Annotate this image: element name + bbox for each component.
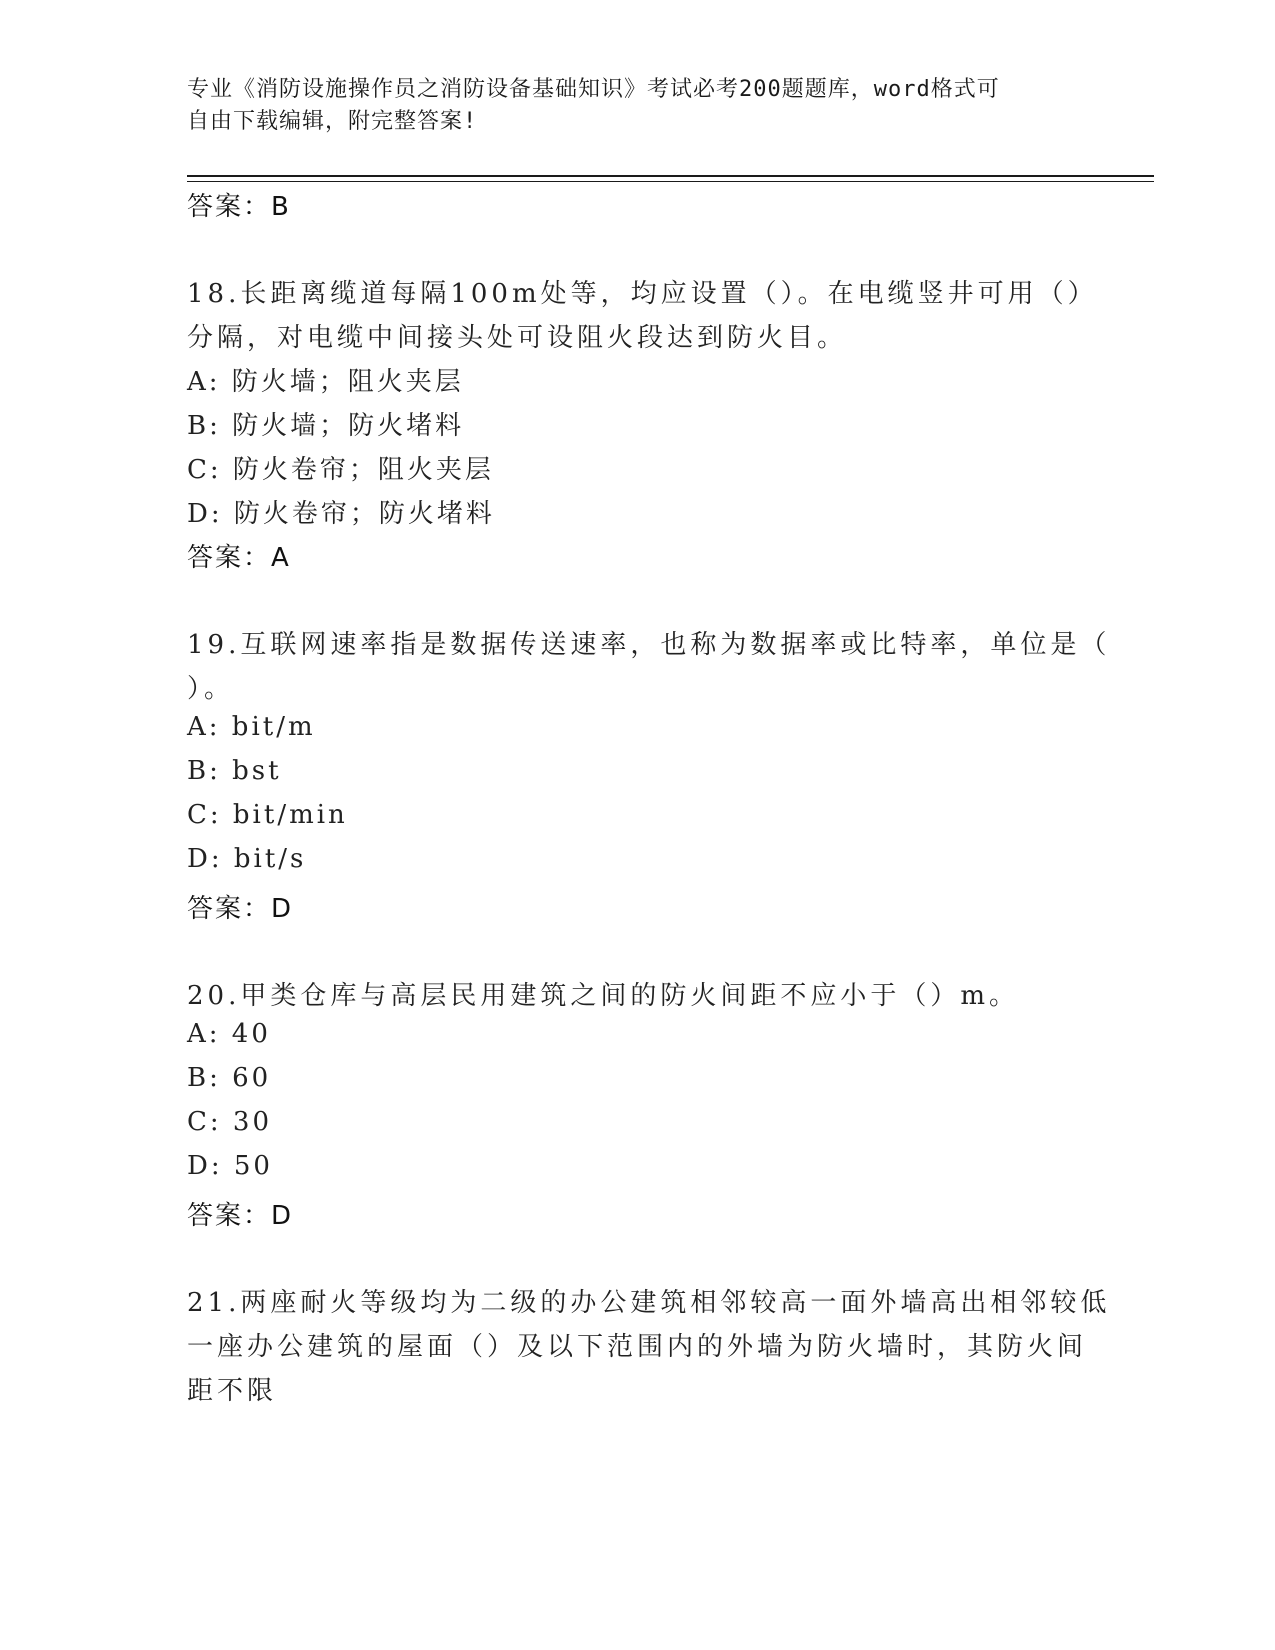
question-19-option-c: C: bit/min xyxy=(187,800,348,830)
header-line-1: 专业《消防设施操作员之消防设备基础知识》考试必考200题题库，word格式可 xyxy=(187,77,1000,102)
question-20-option-c: C: 30 xyxy=(187,1107,273,1137)
header-line-2: 自由下载编辑，附完整答案! xyxy=(187,109,478,134)
question-18-answer: 答案：A xyxy=(187,543,291,573)
question-18-option-b: B: 防火墙；防火堵料 xyxy=(187,411,465,441)
question-19-line-1: 19.互联网速率指是数据传送速率，也称为数据率或比特率，单位是（ xyxy=(187,630,1111,660)
question-18-option-c: C: 防火卷帘；阻火夹层 xyxy=(187,455,494,485)
question-19-line-2: ）。 xyxy=(187,674,235,704)
question-18-option-a: A: 防火墙；阻火夹层 xyxy=(187,367,464,397)
question-20-option-b: B: 60 xyxy=(187,1063,272,1093)
question-19-answer: 答案：D xyxy=(187,894,294,924)
header-divider-thin xyxy=(187,181,1154,182)
question-18-line-1: 18.长距离缆道每隔100m处等，均应设置（）。在电缆竖井可用（） xyxy=(187,279,1098,309)
question-21-line-1: 21.两座耐火等级均为二级的办公建筑相邻较高一面外墙高出相邻较低 xyxy=(187,1288,1111,1318)
question-19-option-b: B: bst xyxy=(187,756,282,786)
question-21-line-3: 距不限 xyxy=(187,1376,278,1406)
header-divider-thick xyxy=(187,175,1154,177)
previous-answer: 答案：B xyxy=(187,192,291,222)
question-18-line-2: 分隔，对电缆中间接头处可设阻火段达到防火目。 xyxy=(187,323,848,353)
question-20-line-1: 20.甲类仓库与高层民用建筑之间的防火间距不应小于（）m。 xyxy=(187,981,1020,1011)
question-21-line-2: 一座办公建筑的屋面（）及以下范围内的外墙为防火墙时，其防火间 xyxy=(187,1332,1088,1362)
question-18-option-d: D: 防火卷帘；防火堵料 xyxy=(187,499,495,529)
question-20-option-d: D: 50 xyxy=(187,1151,273,1181)
question-19-option-a: A: bit/m xyxy=(187,712,316,742)
question-20-answer: 答案：D xyxy=(187,1201,294,1231)
question-20-option-a: A: 40 xyxy=(187,1019,271,1049)
document-header xyxy=(187,74,1067,138)
question-19-option-d: D: bit/s xyxy=(187,844,307,874)
